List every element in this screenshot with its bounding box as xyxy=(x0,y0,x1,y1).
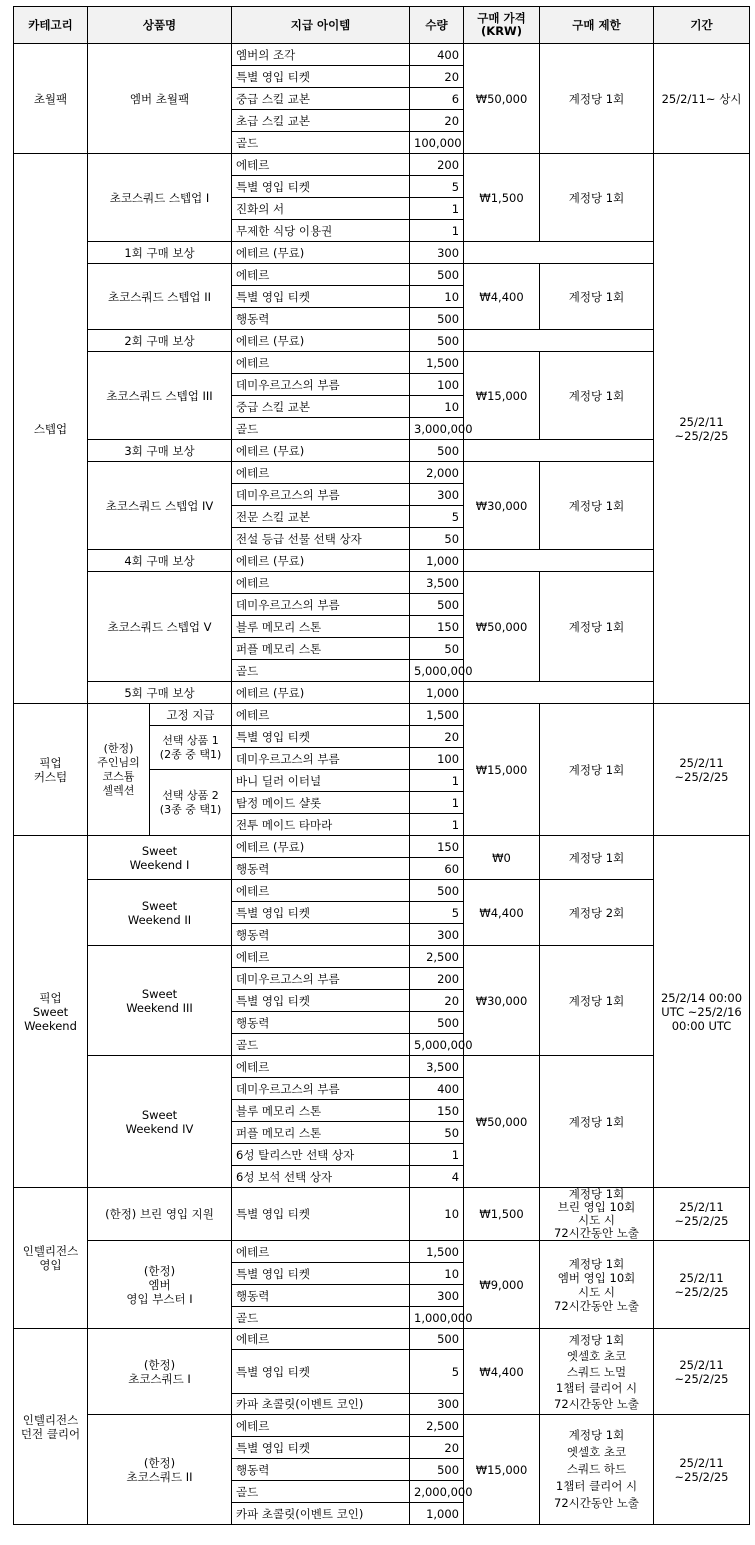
empty-cell xyxy=(464,330,654,352)
item-qty: 150 xyxy=(410,836,464,858)
table-row xyxy=(14,440,750,462)
item-name: 에테르 (무료) xyxy=(232,242,410,264)
item-name: 블루 메모리 스톤 xyxy=(232,1100,410,1122)
price-cell: ₩0 xyxy=(464,836,540,880)
item-name: 행동력 xyxy=(232,858,410,880)
item-name: 특별 영입 티켓 xyxy=(232,286,410,308)
limit-cell: 계정당 1회 xyxy=(540,44,654,154)
item-qty: 5 xyxy=(410,902,464,924)
product-name: 초코스쿼드 스텝업 IV xyxy=(88,462,232,550)
price-cell: ₩15,000 xyxy=(464,704,540,836)
table-row xyxy=(14,682,750,704)
item-name: 골드 xyxy=(232,1307,410,1329)
item-name: 전투 메이드 타마라 xyxy=(232,814,410,836)
item-qty: 300 xyxy=(410,484,464,506)
period-cell: 25/2/11~ 상시 xyxy=(654,44,750,154)
period-cell: 25/2/14 00:00 UTC ~25/2/16 00:00 UTC xyxy=(654,836,750,1188)
table-row xyxy=(14,572,750,594)
select-label: 선택 상품 1 (2종 중 택1) xyxy=(150,726,232,770)
item-qty: 60 xyxy=(410,858,464,880)
item-name: 골드 xyxy=(232,418,410,440)
table-row xyxy=(14,1329,750,1350)
item-qty: 3,500 xyxy=(410,1056,464,1078)
item-qty: 5,000,000 xyxy=(410,1034,464,1056)
item-name: 데미우르고스의 부름 xyxy=(232,374,410,396)
limit-cell: 계정당 1회 xyxy=(540,946,654,1056)
category-cell: 픽업 Sweet Weekend xyxy=(14,836,88,1188)
item-qty: 1,500 xyxy=(410,1241,464,1263)
header-price: 구매 가격 (KRW) xyxy=(464,7,540,44)
item-qty: 2,500 xyxy=(410,946,464,968)
period-cell: 25/2/11 ~25/2/25 xyxy=(654,1329,750,1415)
price-cell: ₩4,400 xyxy=(464,880,540,946)
item-name: 특별 영입 티켓 xyxy=(232,726,410,748)
item-qty: 20 xyxy=(410,1437,464,1459)
item-name: 카파 초콜릿(이벤트 코인) xyxy=(232,1394,410,1415)
price-cell: ₩50,000 xyxy=(464,572,540,682)
item-name: 특별 영입 티켓 xyxy=(232,990,410,1012)
item-name: 에테르 (무료) xyxy=(232,440,410,462)
period-cell: 25/2/11 ~25/2/25 xyxy=(654,1241,750,1329)
item-name: 행동력 xyxy=(232,1012,410,1034)
table-row xyxy=(14,880,750,902)
item-name: 에테르 xyxy=(232,946,410,968)
item-name: 중급 스킬 교본 xyxy=(232,396,410,418)
price-cell: ₩4,400 xyxy=(464,1329,540,1415)
price-cell: ₩15,000 xyxy=(464,1415,540,1525)
price-cell: ₩4,400 xyxy=(464,264,540,330)
item-qty: 2,000 xyxy=(410,462,464,484)
item-qty: 10 xyxy=(410,1188,464,1241)
item-qty: 50 xyxy=(410,1122,464,1144)
select-label: 선택 상품 2 (3종 중 택1) xyxy=(150,770,232,836)
item-qty: 500 xyxy=(410,1329,464,1350)
limit-cell: 계정당 1회 xyxy=(540,704,654,836)
item-qty: 100 xyxy=(410,374,464,396)
item-name: 에테르 xyxy=(232,1329,410,1350)
period-cell: 25/2/11 ~25/2/25 xyxy=(654,154,750,704)
item-qty: 500 xyxy=(410,1012,464,1034)
item-name: 에테르 xyxy=(232,352,410,374)
item-name: 에테르 xyxy=(232,880,410,902)
price-cell: ₩50,000 xyxy=(464,44,540,154)
header-row xyxy=(14,7,750,44)
item-qty: 3,500 xyxy=(410,572,464,594)
item-name: 에테르 xyxy=(232,704,410,726)
product-name: 초코스쿼드 스텝업 V xyxy=(88,572,232,682)
period-cell: 25/2/11 ~25/2/25 xyxy=(654,704,750,836)
product-name: (한정) 엠버 영입 부스터 I xyxy=(88,1241,232,1329)
item-qty: 5,000,000 xyxy=(410,660,464,682)
reward-name: 2회 구매 보상 xyxy=(88,330,232,352)
item-qty: 1,000,000 xyxy=(410,1307,464,1329)
item-qty: 400 xyxy=(410,1078,464,1100)
reward-name: 3회 구매 보상 xyxy=(88,440,232,462)
product-name: Sweet Weekend III xyxy=(88,946,232,1056)
limit-cell: 계정당 1회 xyxy=(540,462,654,550)
item-qty: 5 xyxy=(410,176,464,198)
item-qty: 1 xyxy=(410,1144,464,1166)
header-limit: 구매 제한 xyxy=(540,7,654,44)
item-qty: 1,000 xyxy=(410,682,464,704)
product-name: (한정) 초코스쿼드 II xyxy=(88,1415,232,1525)
limit-cell: 계정당 2회 xyxy=(540,880,654,946)
product-name: 초코스쿼드 스텝업 III xyxy=(88,352,232,440)
item-qty: 1,500 xyxy=(410,704,464,726)
item-name: 데미우르고스의 부름 xyxy=(232,484,410,506)
price-cell: ₩1,500 xyxy=(464,1188,540,1241)
item-name: 골드 xyxy=(232,132,410,154)
item-qty: 200 xyxy=(410,154,464,176)
period-cell: 25/2/11 ~25/2/25 xyxy=(654,1188,750,1241)
item-qty: 50 xyxy=(410,638,464,660)
item-name: 에테르 xyxy=(232,154,410,176)
item-name: 특별 영입 티켓 xyxy=(232,1263,410,1285)
product-name: Sweet Weekend II xyxy=(88,880,232,946)
table-row xyxy=(14,836,750,858)
category-cell: 스텝업 xyxy=(14,154,88,704)
item-name: 데미우르고스의 부름 xyxy=(232,748,410,770)
table-row xyxy=(14,550,750,572)
item-name: 퍼플 메모리 스톤 xyxy=(232,638,410,660)
table-row xyxy=(14,1056,750,1078)
limit-cell: 계정당 1회 xyxy=(540,154,654,242)
item-name: 중급 스킬 교본 xyxy=(232,88,410,110)
item-name: 에테르 (무료) xyxy=(232,550,410,572)
item-qty: 2,500 xyxy=(410,1415,464,1437)
item-qty: 20 xyxy=(410,726,464,748)
limit-cell: 계정당 1회 xyxy=(540,572,654,682)
empty-cell xyxy=(464,682,654,704)
table-row xyxy=(14,1415,750,1437)
item-qty: 1 xyxy=(410,220,464,242)
item-qty: 50 xyxy=(410,528,464,550)
item-name: 특별 영입 티켓 xyxy=(232,1188,410,1241)
table-row xyxy=(14,352,750,374)
reward-name: 1회 구매 보상 xyxy=(88,242,232,264)
table-row xyxy=(14,242,750,264)
item-name: 에테르 xyxy=(232,264,410,286)
price-cell: ₩9,000 xyxy=(464,1241,540,1329)
product-name: (한정) 브린 영입 지원 xyxy=(88,1188,232,1241)
item-name: 데미우르고스의 부름 xyxy=(232,968,410,990)
item-name: 데미우르고스의 부름 xyxy=(232,594,410,616)
header-items: 지급 아이템 xyxy=(232,7,410,44)
empty-cell xyxy=(464,440,654,462)
item-qty: 500 xyxy=(410,594,464,616)
item-name: 골드 xyxy=(232,1481,410,1503)
item-name: 6성 탈리스만 선택 상자 xyxy=(232,1144,410,1166)
item-qty: 10 xyxy=(410,1263,464,1285)
item-name: 특별 영입 티켓 xyxy=(232,902,410,924)
item-name: 카파 초콜릿(이벤트 코인) xyxy=(232,1503,410,1525)
item-name: 에테르 (무료) xyxy=(232,330,410,352)
item-qty: 150 xyxy=(410,616,464,638)
empty-cell xyxy=(464,242,654,264)
item-name: 골드 xyxy=(232,1034,410,1056)
item-qty: 10 xyxy=(410,396,464,418)
reward-name: 5회 구매 보상 xyxy=(88,682,232,704)
limit-cell: 계정당 1회 xyxy=(540,836,654,880)
item-qty: 300 xyxy=(410,924,464,946)
limit-cell: 계정당 1회 엣셀호 초코 스쿼드 노멀 1챕터 클리어 시 72시간동안 노출 xyxy=(540,1329,654,1415)
item-qty: 300 xyxy=(410,242,464,264)
item-qty: 1 xyxy=(410,814,464,836)
item-name: 무제한 식당 이용권 xyxy=(232,220,410,242)
item-qty: 300 xyxy=(410,1285,464,1307)
table-row xyxy=(14,264,750,286)
item-name: 진화의 서 xyxy=(232,198,410,220)
item-name: 퍼플 메모리 스톤 xyxy=(232,1122,410,1144)
limit-cell: 계정당 1회 xyxy=(540,352,654,440)
table-row xyxy=(14,946,750,968)
price-cell: ₩1,500 xyxy=(464,154,540,242)
table-row xyxy=(14,704,750,726)
item-name: 에테르 xyxy=(232,1415,410,1437)
item-qty: 20 xyxy=(410,66,464,88)
category-cell: 인텔리전스 던전 클리어 xyxy=(14,1329,88,1525)
item-name: 에테르 (무료) xyxy=(232,836,410,858)
item-name: 데미우르고스의 부름 xyxy=(232,1078,410,1100)
price-cell: ₩15,000 xyxy=(464,352,540,440)
item-qty: 100,000 xyxy=(410,132,464,154)
product-name: Sweet Weekend I xyxy=(88,836,232,880)
product-name: (한정) 주인님의 코스튬 셀렉션 xyxy=(88,704,150,836)
product-name: (한정) 초코스쿼드 I xyxy=(88,1329,232,1415)
item-name: 특별 영입 티켓 xyxy=(232,66,410,88)
limit-cell: 계정당 1회 브린 영입 10회 시도 시 72시간동안 노출 xyxy=(540,1188,654,1241)
header-period: 기간 xyxy=(654,7,750,44)
item-name: 에테르 xyxy=(232,572,410,594)
product-name: Sweet Weekend IV xyxy=(88,1056,232,1188)
item-qty: 2,000,000 xyxy=(410,1481,464,1503)
item-name: 에테르 xyxy=(232,1241,410,1263)
item-name: 초급 스킬 교본 xyxy=(232,110,410,132)
item-qty: 1 xyxy=(410,198,464,220)
item-qty: 500 xyxy=(410,880,464,902)
item-name: 행동력 xyxy=(232,1285,410,1307)
item-name: 엠버의 조각 xyxy=(232,44,410,66)
fixed-label: 고정 지급 xyxy=(150,704,232,726)
item-qty: 20 xyxy=(410,990,464,1012)
item-qty: 500 xyxy=(410,440,464,462)
item-name: 에테르 xyxy=(232,1056,410,1078)
price-cell: ₩50,000 xyxy=(464,1056,540,1188)
item-qty: 300 xyxy=(410,1394,464,1415)
item-qty: 1 xyxy=(410,770,464,792)
item-name: 특별 영입 티켓 xyxy=(232,176,410,198)
item-qty: 10 xyxy=(410,286,464,308)
category-cell: 픽업 커스텀 xyxy=(14,704,88,836)
item-qty: 20 xyxy=(410,110,464,132)
item-name: 에테르 xyxy=(232,462,410,484)
item-name: 전문 스킬 교본 xyxy=(232,506,410,528)
item-qty: 500 xyxy=(410,1459,464,1481)
product-name: 초코스쿼드 스텝업 II xyxy=(88,264,232,330)
product-name: 엠버 초월팩 xyxy=(88,44,232,154)
item-name: 에테르 (무료) xyxy=(232,682,410,704)
price-cell: ₩30,000 xyxy=(464,462,540,550)
item-name: 전설 등급 선물 선택 상자 xyxy=(232,528,410,550)
item-name: 행동력 xyxy=(232,1459,410,1481)
empty-cell xyxy=(464,550,654,572)
item-qty: 1,000 xyxy=(410,550,464,572)
table-row xyxy=(14,330,750,352)
item-name: 바니 딜러 이터널 xyxy=(232,770,410,792)
header-product: 상품명 xyxy=(88,7,232,44)
table-row xyxy=(14,44,750,66)
item-qty: 1,000 xyxy=(410,1503,464,1525)
item-name: 골드 xyxy=(232,660,410,682)
item-qty: 1,500 xyxy=(410,352,464,374)
item-name: 행동력 xyxy=(232,924,410,946)
table-row xyxy=(14,1241,750,1263)
item-qty: 100 xyxy=(410,748,464,770)
item-qty: 200 xyxy=(410,968,464,990)
category-cell: 인텔리전스 영입 xyxy=(14,1188,88,1329)
item-qty: 5 xyxy=(410,506,464,528)
item-qty: 500 xyxy=(410,264,464,286)
reward-name: 4회 구매 보상 xyxy=(88,550,232,572)
header-category: 카테고리 xyxy=(14,7,88,44)
header-qty: 수량 xyxy=(410,7,464,44)
limit-cell: 계정당 1회 엣셀호 초코 스쿼드 하드 1챕터 클리어 시 72시간동안 노출 xyxy=(540,1415,654,1525)
item-qty: 5 xyxy=(410,1350,464,1394)
item-name: 행동력 xyxy=(232,308,410,330)
table-row xyxy=(14,462,750,484)
item-name: 6성 보석 선택 상자 xyxy=(232,1166,410,1188)
category-cell: 초월팩 xyxy=(14,44,88,154)
item-name: 특별 영입 티켓 xyxy=(232,1350,410,1394)
item-qty: 1 xyxy=(410,792,464,814)
price-cell: ₩30,000 xyxy=(464,946,540,1056)
item-qty: 3,000,000 xyxy=(410,418,464,440)
item-name: 블루 메모리 스톤 xyxy=(232,616,410,638)
table-row xyxy=(14,1188,750,1241)
limit-cell: 계정당 1회 엠버 영입 10회 시도 시 72시간동안 노출 xyxy=(540,1241,654,1329)
product-name: 초코스쿼드 스텝업 I xyxy=(88,154,232,242)
item-qty: 400 xyxy=(410,44,464,66)
period-cell: 25/2/11 ~25/2/25 xyxy=(654,1415,750,1525)
item-qty: 6 xyxy=(410,88,464,110)
item-name: 탐정 메이드 샬롯 xyxy=(232,792,410,814)
shop-package-table xyxy=(13,6,750,1525)
table-row xyxy=(14,154,750,176)
item-qty: 150 xyxy=(410,1100,464,1122)
item-qty: 500 xyxy=(410,330,464,352)
limit-cell: 계정당 1회 xyxy=(540,264,654,330)
limit-cell: 계정당 1회 xyxy=(540,1056,654,1188)
item-name: 특별 영입 티켓 xyxy=(232,1437,410,1459)
item-qty: 4 xyxy=(410,1166,464,1188)
item-qty: 500 xyxy=(410,308,464,330)
